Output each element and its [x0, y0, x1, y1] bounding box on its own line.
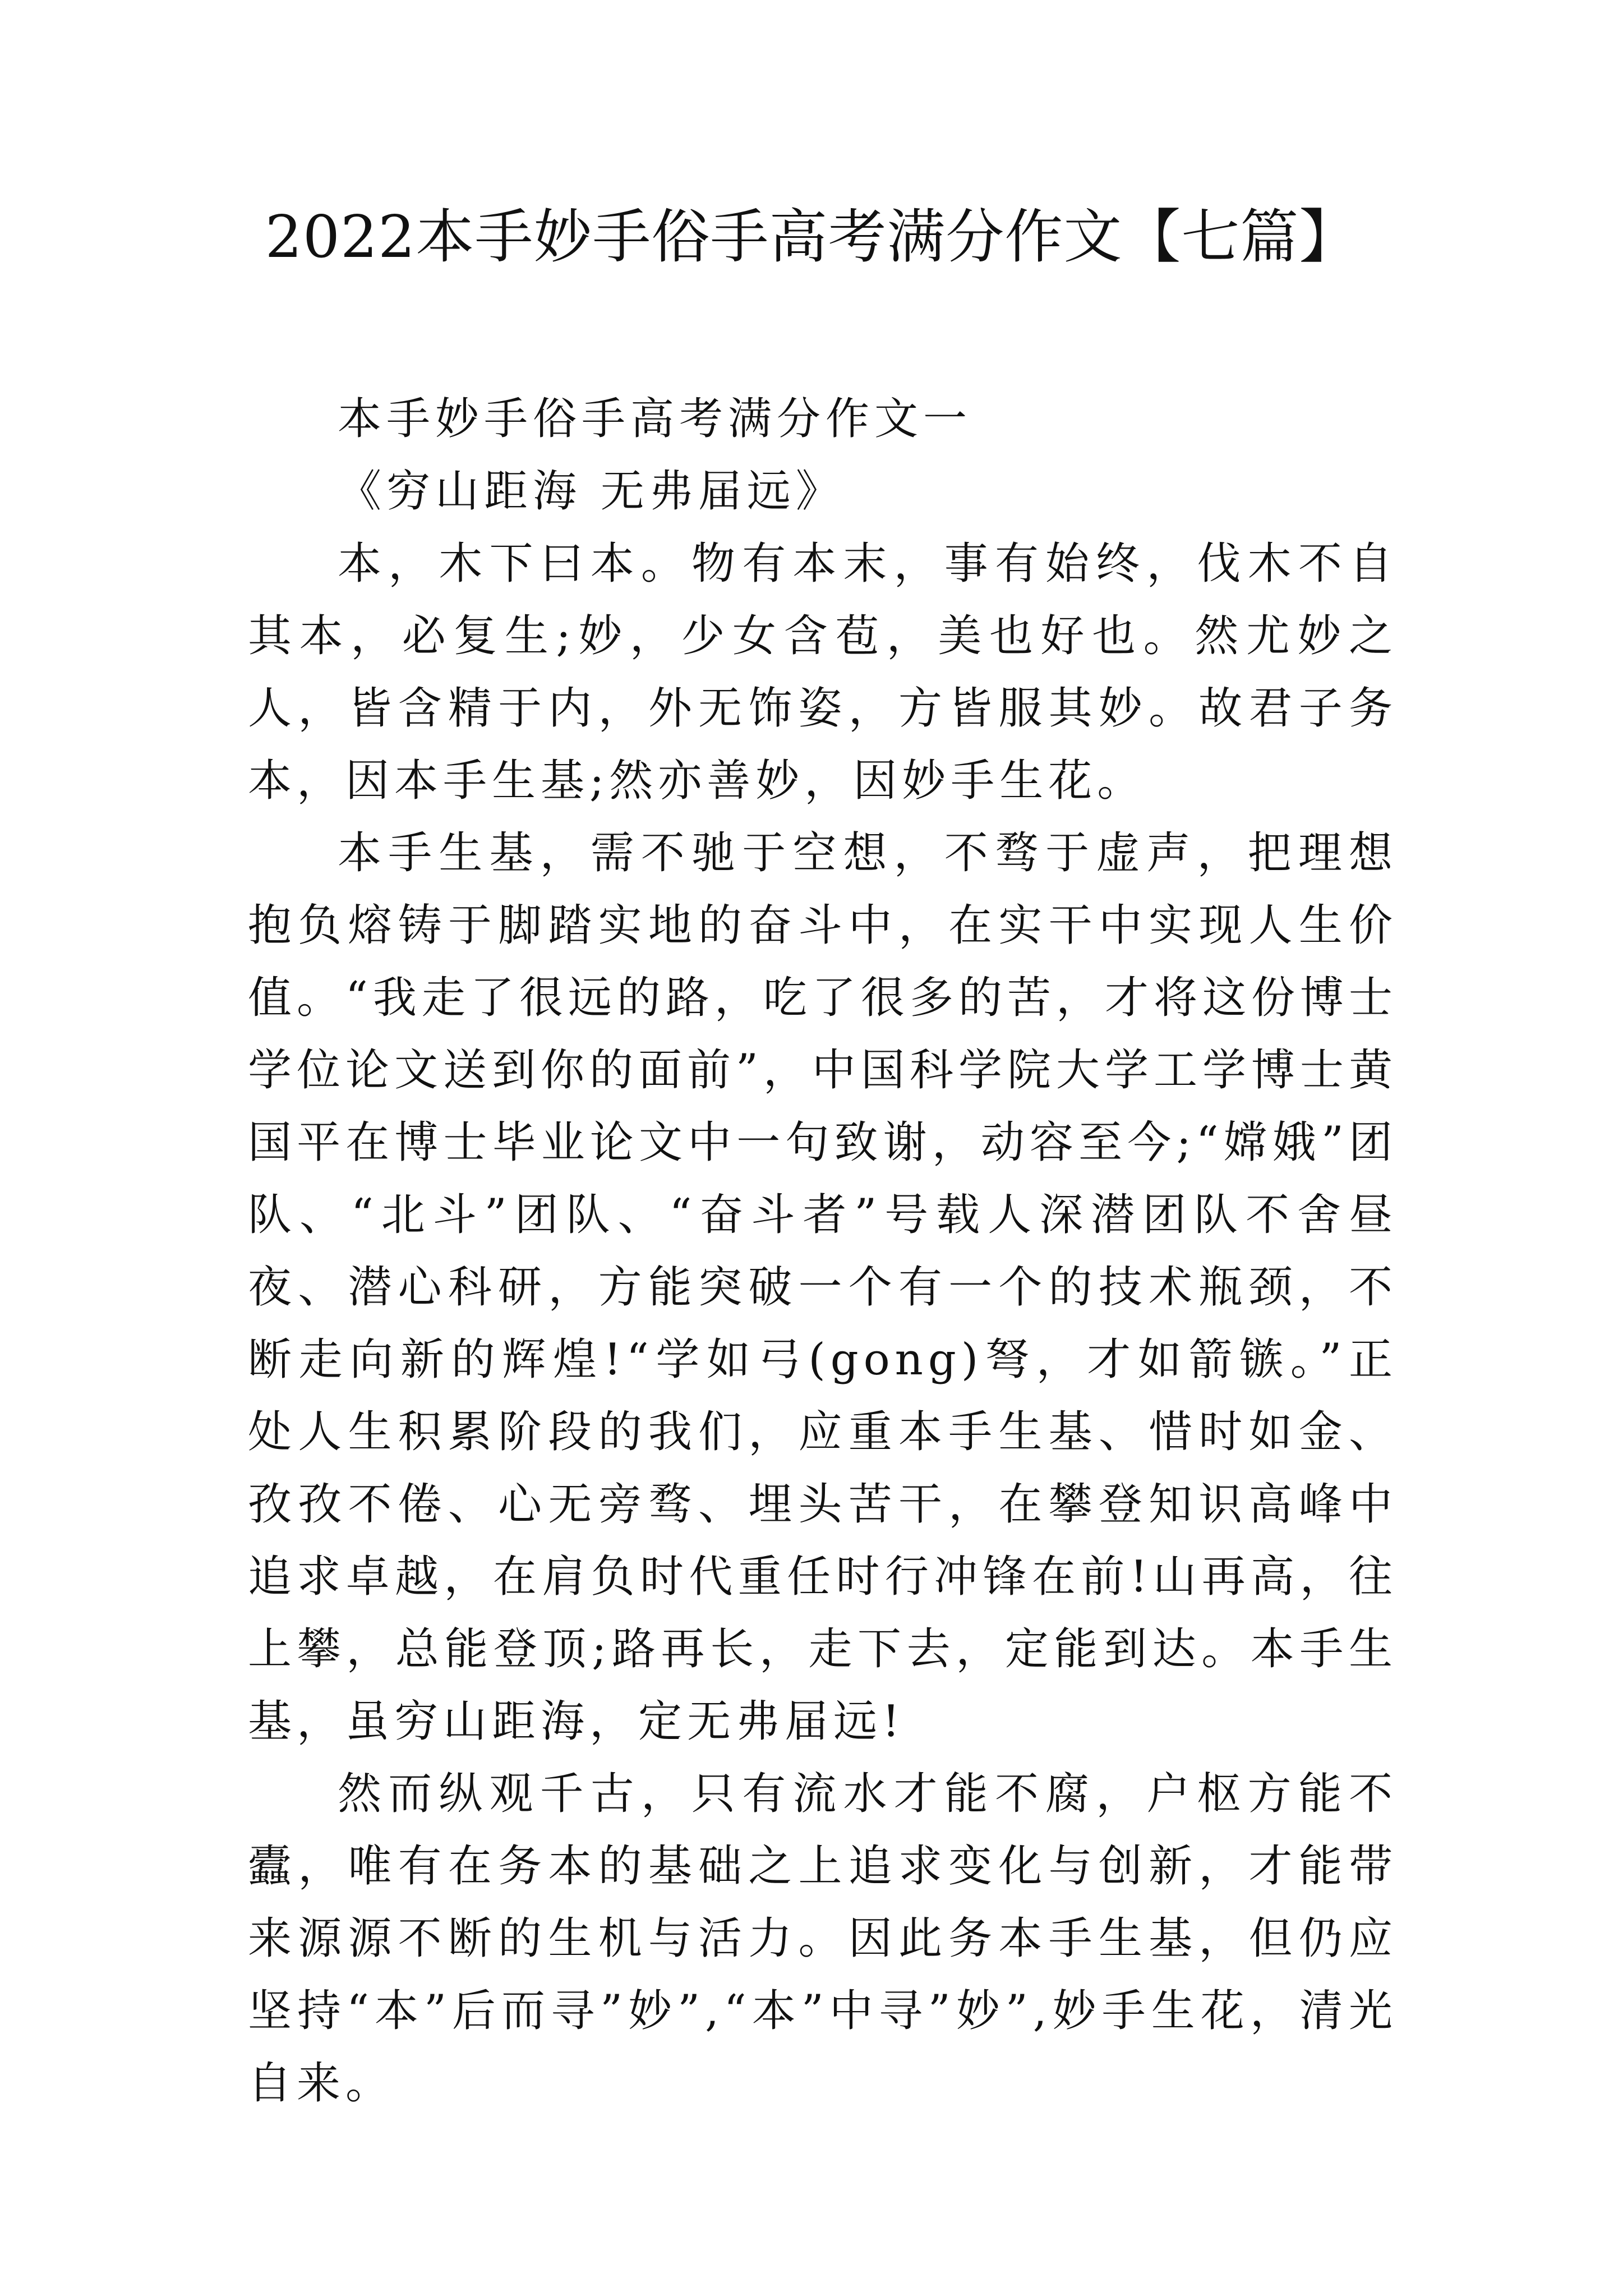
section-heading: 本手妙手俗手高考满分作文一 [338, 394, 972, 444]
document-body [248, 383, 1398, 2120]
body-paragraph: 然而纵观千古，只有流水才能不腐，户枢方能不蠹，唯有在务本的基础之上追求变化与创新，才能带来源源不断的生机与活力。因此务本手生基，但仍应坚持“本”后而寻”妙”,“本”中寻”妙”,妙手生花，清光自来。 [248, 1769, 1398, 2109]
document-title: 2022本手妙手俗手高考满分作文【七篇】 [265, 203, 1358, 271]
essay-title: 《穷山距海 无弗届远》 [338, 466, 845, 517]
body-paragraph: 本，木下曰本。物有本末，事有始终，伐木不自其本，必复生;妙，少女含苞，美也好也。然尤妙之人，皆含精于内，外无饰姿，方皆服其妙。故君子务本，因本手生基;然亦善妙，因妙手生花。 [248, 539, 1398, 806]
body-paragraph: 本手生基，需不驰于空想，不骛于虚声，把理想抱负熔铸于脚踏实地的奋斗中，在实干中实现人生价值。“我走了很远的路，吃了很多的苦，才将这份博士学位论文送到你的面前”，中国科学院大学工学博士黄国平在博士毕业论文中一句致谢，动容至今;“嫦娥”团队、“北斗”团队、“奋斗者”号载人深潜团队不舍昼夜、潜心科研，方能突破一个有一个的技术瓶颈，不断走向新的辉煌!“学如弓(gong)弩，才如箭镞。”正处人生积累阶段的我们，应重本手生基、惜时如金、孜孜不倦、心无旁骛、埋头苦干，在攀登知识高峰中追求卓越，在肩负时代重任时行冲锋在前!山再高，往上攀，总能登顶;路再长，走下去，定能到达。本手生基，虽穷山距海，定无弗届远! [248, 828, 1398, 1747]
